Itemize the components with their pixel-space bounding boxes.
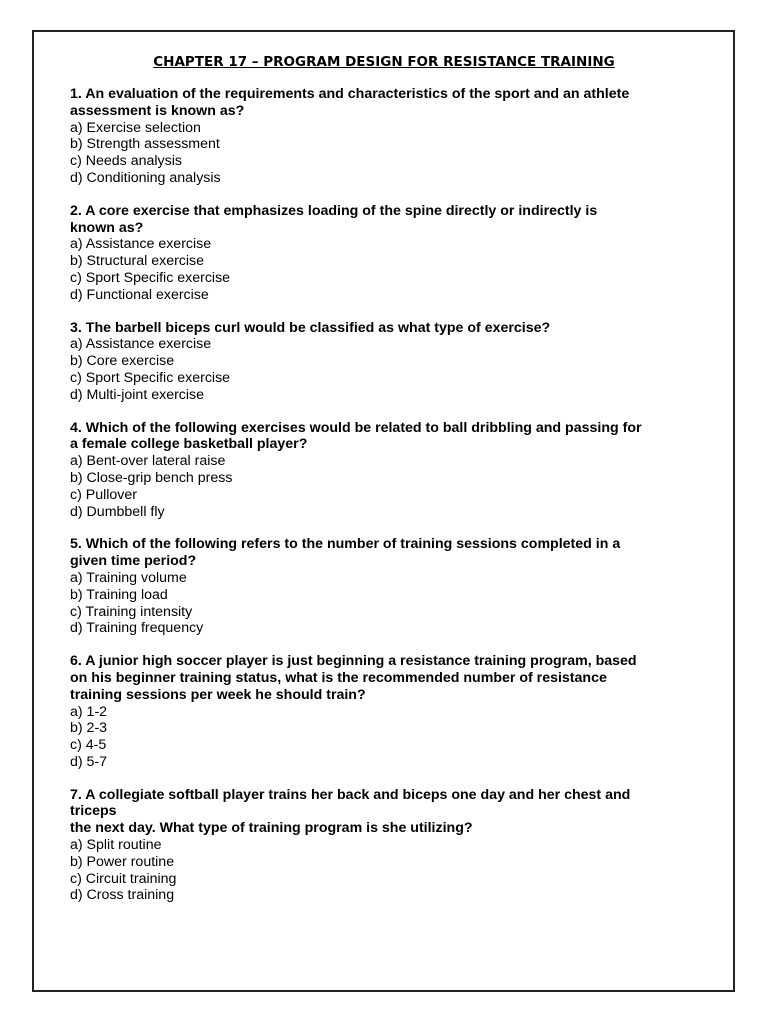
question-4-option-a: a) Bent-over lateral raise	[70, 453, 226, 470]
page-title: CHAPTER 17 – PROGRAM DESIGN FOR RESISTANCE TRAINING	[153, 54, 615, 70]
question-list	[70, 86, 710, 920]
question-3-option-c: c) Sport Specific exercise	[70, 369, 231, 386]
question-1-option-b: b) Strength assessment	[70, 136, 220, 153]
question-5-option-d: d) Training frequency	[70, 620, 204, 637]
question-7	[70, 787, 710, 905]
question-6	[70, 653, 710, 771]
question-7-option-d: d) Cross training	[70, 887, 175, 904]
question-2-option-c: c) Sport Specific exercise	[70, 269, 231, 286]
question-1-text: 1. An evaluation of the requirements and characteristics of the sport and an athlete assessment is known as?	[70, 86, 630, 119]
question-4	[70, 420, 710, 521]
question-3-option-a: a) Assistance exercise	[70, 336, 212, 353]
question-5-text: 5. Which of the following refers to the number of training sessions completed in a given time period?	[70, 536, 621, 570]
question-2-option-a: a) Assistance exercise	[70, 236, 212, 253]
question-4-option-c: c) Pullover	[70, 486, 138, 503]
question-3-text: 3. The barbell biceps curl would be classified as what type of exercise?	[70, 319, 551, 336]
question-6-option-d: d) 5-7	[70, 753, 108, 770]
question-3-option-d: d) Multi-joint exercise	[70, 386, 205, 403]
question-3	[70, 320, 710, 404]
question-5-option-c: c) Training intensity	[70, 603, 193, 620]
question-7-text: 7. A collegiate softball player trains her back and biceps one day and her chest and triceps the next day. What type of training program is she utilizing?	[70, 786, 631, 837]
question-1-option-a: a) Exercise selection	[70, 119, 201, 136]
question-1-option-d: d) Conditioning analysis	[70, 169, 221, 186]
question-3-option-b: b) Core exercise	[70, 353, 175, 370]
question-2	[70, 203, 710, 304]
question-1	[70, 86, 710, 187]
question-6-option-a: a) 1-2	[70, 703, 108, 720]
question-7-option-a: a) Split routine	[70, 837, 162, 854]
question-5-option-b: b) Training load	[70, 586, 168, 603]
question-6-option-b: b) 2-3	[70, 720, 108, 737]
question-7-option-b: b) Power routine	[70, 853, 175, 870]
question-6-text: 6. A junior high soccer player is just beginning a resistance training program, based on his beginner training status, what is the recommended number of resistance training sessions per week he should train?	[70, 653, 637, 703]
question-4-text: 4. Which of the following exercises would be related to ball dribbling and passing for a female college basketball player?	[70, 419, 642, 453]
question-4-option-d: d) Dumbbell fly	[70, 503, 165, 520]
question-2-text: 2. A core exercise that emphasizes loading of the spine directly or indirectly is known as?	[70, 202, 598, 236]
question-4-option-b: b) Close-grip bench press	[70, 469, 233, 486]
question-1-option-c: c) Needs analysis	[70, 153, 182, 170]
question-7-option-c: c) Circuit training	[70, 870, 177, 887]
question-5	[70, 536, 710, 637]
question-5-option-a: a) Training volume	[70, 569, 187, 586]
question-2-option-b: b) Structural exercise	[70, 253, 205, 270]
question-2-option-d: d) Functional exercise	[70, 286, 209, 303]
question-6-option-c: c) 4-5	[70, 737, 107, 754]
